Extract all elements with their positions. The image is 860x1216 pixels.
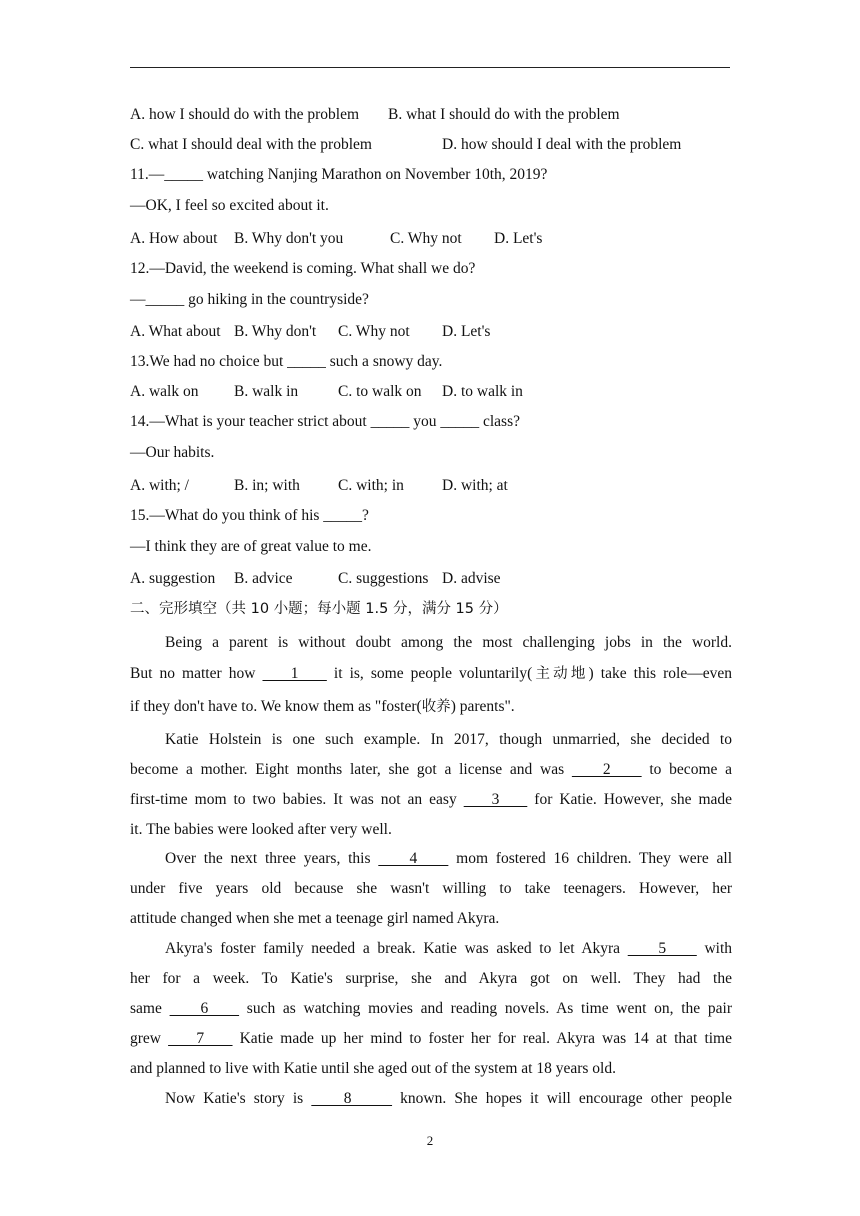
q12-option-b: B. Why don't xyxy=(234,323,317,340)
q10-option-a: A. how I should do with the problem xyxy=(130,106,360,123)
p1-line2: But no matter how 1 it is, some people voluntarily(主动地) take this role—even xyxy=(130,665,732,682)
q15-option-a: A. suggestion xyxy=(130,570,216,587)
q13-option-c: C. to walk on xyxy=(338,383,422,400)
q14-option-b: B. in; with xyxy=(234,477,300,494)
q10-option-c: C. what I should deal with the problem xyxy=(130,136,372,153)
q11-reply: —OK, I feel so excited about it. xyxy=(130,197,329,214)
q12-option-d: D. Let's xyxy=(442,323,491,340)
q10-option-b: B. what I should do with the problem xyxy=(388,106,620,123)
page-number: 2 xyxy=(426,1133,434,1148)
q15-reply: —I think they are of great value to me. xyxy=(130,538,372,555)
q12-prompt: 12.—David, the weekend is coming. What shall we do? xyxy=(130,260,476,277)
p5-line1: Now Katie's story is 8 known. She hopes it will encourage other people xyxy=(165,1090,732,1107)
q14-option-c: C. with; in xyxy=(338,477,404,494)
section-heading-cloze: 二、完形填空（共 10 小题；每小题 1.5 分，满分 15 分） xyxy=(130,601,508,617)
q15-prompt: 15.—What do you think of his _____? xyxy=(130,507,369,524)
q12-option-c: C. Why not xyxy=(338,323,410,340)
blank-5: 5 xyxy=(627,940,697,957)
q15-option-b: B. advice xyxy=(234,570,293,587)
p3-line1: Over the next three years, this 4 mom fostered 16 children. They were all xyxy=(165,850,732,867)
blank-1: 1 xyxy=(262,665,327,682)
q13-option-a: A. walk on xyxy=(130,383,199,400)
q12-option-a: A. What about xyxy=(130,323,221,340)
p2-line4: it. The babies were looked after very well. xyxy=(130,821,392,838)
q14-option-d: D. with; at xyxy=(442,477,508,494)
p4-line2: her for a week. To Katie's surprise, she and Akyra got on well. They had the xyxy=(130,970,732,987)
q11-option-b: B. Why don't you xyxy=(234,230,344,247)
q15-option-d: D. advise xyxy=(442,570,501,587)
q10-option-d: D. how should I deal with the problem xyxy=(442,136,682,153)
p4-line5: and planned to live with Katie until she aged out of the system at 18 years old. xyxy=(130,1060,616,1077)
q13-option-b: B. walk in xyxy=(234,383,299,400)
q14-option-a: A. with; / xyxy=(130,477,189,494)
p2-line3: first-time mom to two babies. It was not an easy 3 for Katie. However, she made xyxy=(130,791,733,808)
p4-line1: Akyra's foster family needed a break. Katie was asked to let Akyra 5 with xyxy=(165,940,732,957)
blank-4: 4 xyxy=(378,850,449,867)
q11-prompt: 11.—_____ watching Nanjing Marathon on November 10th, 2019? xyxy=(130,166,548,183)
p2-line1: Katie Holstein is one such example. In 2017, though unmarried, she decided to xyxy=(165,731,732,748)
q11-option-c: C. Why not xyxy=(390,230,462,247)
q13-prompt: 13.We had no choice but _____ such a snowy day. xyxy=(130,353,443,370)
p1-line3: if they don't have to. We know them as "foster(收养) parents". xyxy=(130,698,515,715)
q14-prompt: 14.—What is your teacher strict about _____ you _____ class? xyxy=(130,413,520,430)
q11-option-a: A. How about xyxy=(130,230,218,247)
blank-7: 7 xyxy=(168,1030,233,1047)
blank-6: 6 xyxy=(169,1000,240,1017)
header-rule xyxy=(130,67,730,68)
q13-option-d: D. to walk in xyxy=(442,383,523,400)
blank-3: 3 xyxy=(463,791,528,808)
blank-2: 2 xyxy=(571,761,642,778)
p4-line4: grew 7 Katie made up her mind to foster her for real. Akyra was 14 at that time xyxy=(130,1030,732,1047)
blank-8: 8 xyxy=(311,1090,393,1107)
p3-line2: under five years old because she wasn't willing to take teenagers. However, her xyxy=(130,880,732,897)
q14-reply: —Our habits. xyxy=(130,444,215,461)
q11-option-d: D. Let's xyxy=(494,230,543,247)
p2-line2: become a mother. Eight months later, she got a license and was 2 to become a xyxy=(130,761,733,778)
q12-reply: —_____ go hiking in the countryside? xyxy=(130,291,369,308)
p4-line3: same 6 such as watching movies and reading novels. As time went on, the pair xyxy=(130,1000,732,1017)
p3-line3: attitude changed when she met a teenage girl named Akyra. xyxy=(130,910,500,927)
q15-option-c: C. suggestions xyxy=(338,570,429,587)
p1-line1: Being a parent is without doubt among the most challenging jobs in the world. xyxy=(165,634,732,651)
